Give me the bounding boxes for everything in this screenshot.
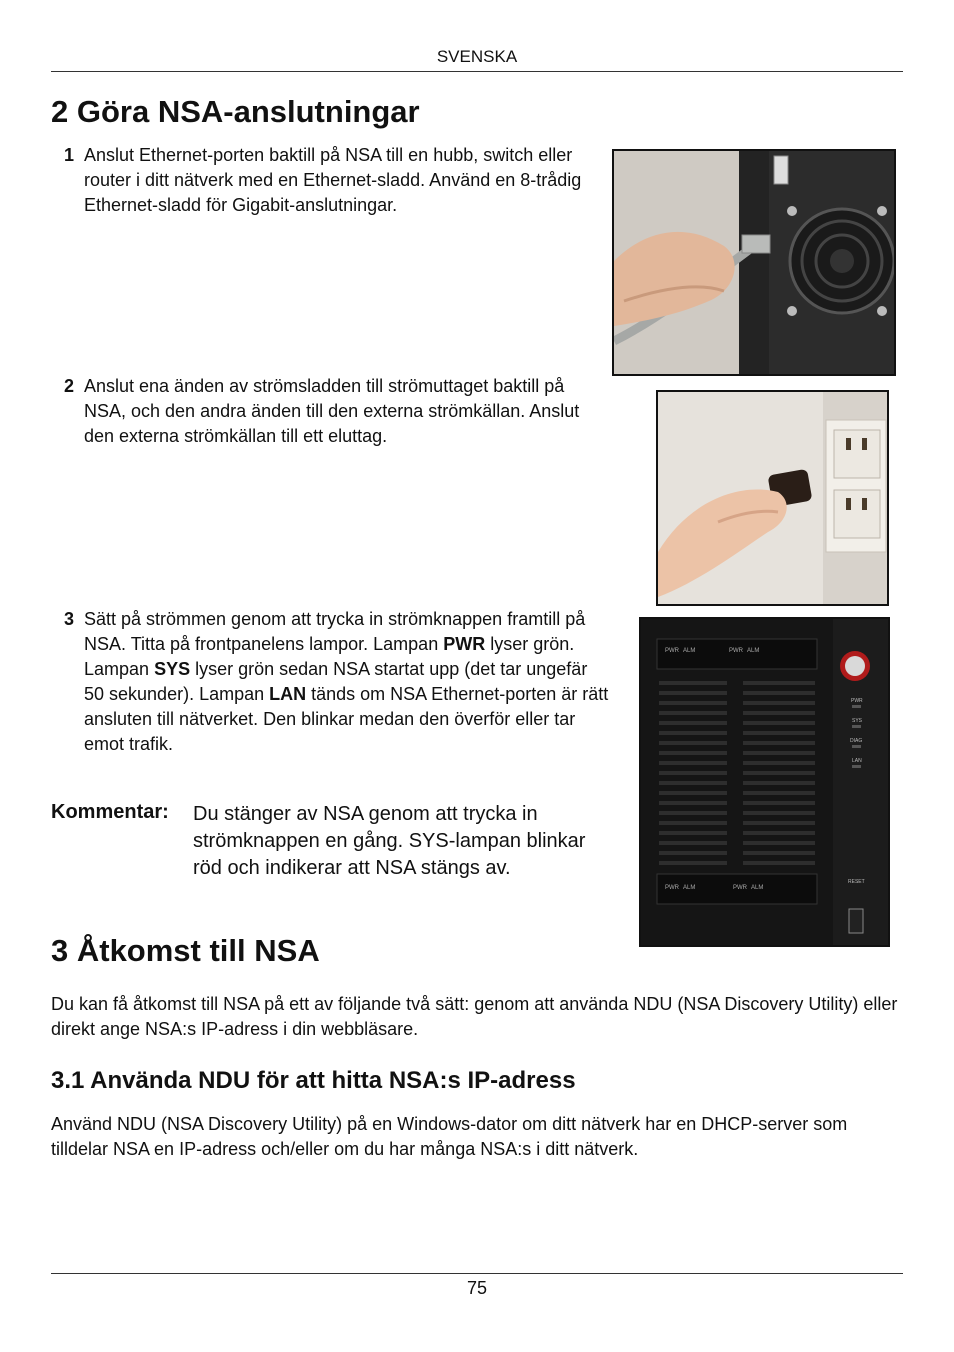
- note-label: Kommentar:: [51, 801, 169, 823]
- section-3-1-title: 3.1 Använda NDU för att hitta NSA:s IP-adress: [51, 1067, 576, 1094]
- panel-label-lan-led: LAN: [852, 758, 862, 764]
- panel-label-alm-3: ALM: [683, 885, 696, 891]
- step-1: [60, 143, 610, 218]
- page-number: 75: [466, 1278, 488, 1298]
- nsa-front-panel-photo: [639, 617, 890, 947]
- step-2-text: Anslut ena änden av strömsladden till strömuttaget baktill på NSA, och den andra änden till den externa strömkällan. Anslut den externa strömkällan till ett eluttag.: [84, 376, 580, 446]
- panel-label-diag-led: DIAG: [850, 738, 863, 744]
- pwr-label: PWR: [443, 634, 486, 654]
- step-3: [60, 607, 610, 757]
- panel-label-pwr-1: PWR: [665, 648, 679, 654]
- lan-label: LAN: [269, 684, 307, 704]
- step-1-text: Anslut Ethernet-porten baktill på NSA till en hubb, switch eller router i ditt nätverk med en Ethernet-sladd. Använd en 8-trådig Ethernet-sladd för Gigabit-anslutningar.: [84, 145, 582, 215]
- panel-label-pwr-led: PWR: [851, 698, 863, 704]
- ethernet-connection-photo: [612, 149, 896, 376]
- running-header: SVENSKA: [436, 47, 518, 66]
- note-text: Du stänger av NSA genom att trycka in strömknappen en gång. SYS-lampan blinkar röd och indikerar att NSA stängs av.: [193, 803, 586, 879]
- header-rule: [51, 71, 903, 72]
- section-3-intro: Du kan få åtkomst till NSA på ett av följande två sätt: genom att använda NDU (NSA Discovery Utility) eller direkt ange NSA:s IP-adress i din webbläsare.: [51, 994, 898, 1039]
- ethernet-connection-illustration: [614, 151, 894, 374]
- panel-label-pwr-4: PWR: [733, 885, 747, 891]
- panel-label-alm-4: ALM: [751, 885, 764, 891]
- step-1-number: 1: [63, 145, 74, 165]
- section-2-title: 2 Göra NSA-anslutningar: [51, 94, 420, 129]
- panel-label-sys-led: SYS: [852, 718, 863, 724]
- step-3-number: 3: [63, 609, 74, 629]
- sys-label: SYS: [154, 659, 191, 679]
- panel-label-alm-1: ALM: [683, 648, 696, 654]
- step-2-number: 2: [63, 376, 74, 396]
- panel-label-pwr-2: PWR: [729, 648, 743, 654]
- panel-label-reset: RESET: [848, 879, 865, 885]
- footer-rule: [51, 1273, 903, 1274]
- step-2: [60, 374, 610, 449]
- power-outlet-photo: [656, 390, 889, 606]
- panel-label-alm-2: ALM: [747, 648, 760, 654]
- power-outlet-illustration: [658, 392, 887, 604]
- section-3-title: 3 Åtkomst till NSA: [51, 933, 320, 968]
- panel-label-pwr-3: PWR: [665, 885, 679, 891]
- usb-port-icon: [849, 909, 863, 933]
- nsa-front-panel-illustration: [641, 619, 888, 945]
- section-3-1-text: Använd NDU (NSA Discovery Utility) på en Windows-dator om ditt nätverk har en DHCP-server som tilldelar NSA en IP-adress och/eller om du har många NSA:s i ditt nätverk.: [51, 1114, 848, 1159]
- step-3-text: Sätt på strömmen genom att trycka in strömknappen framtill på NSA. Titta på frontpanelens lampor. Lampan PWR lyser grön. Lampan SYS lyser grön sedan NSA startat upp (det tar ungefär 50 sekunder). Lampan LAN tänds om NSA Ethernet-porten är rätt ansluten till nätverket. Den blinkar medan den överför eller tar emot trafik.: [84, 609, 609, 754]
